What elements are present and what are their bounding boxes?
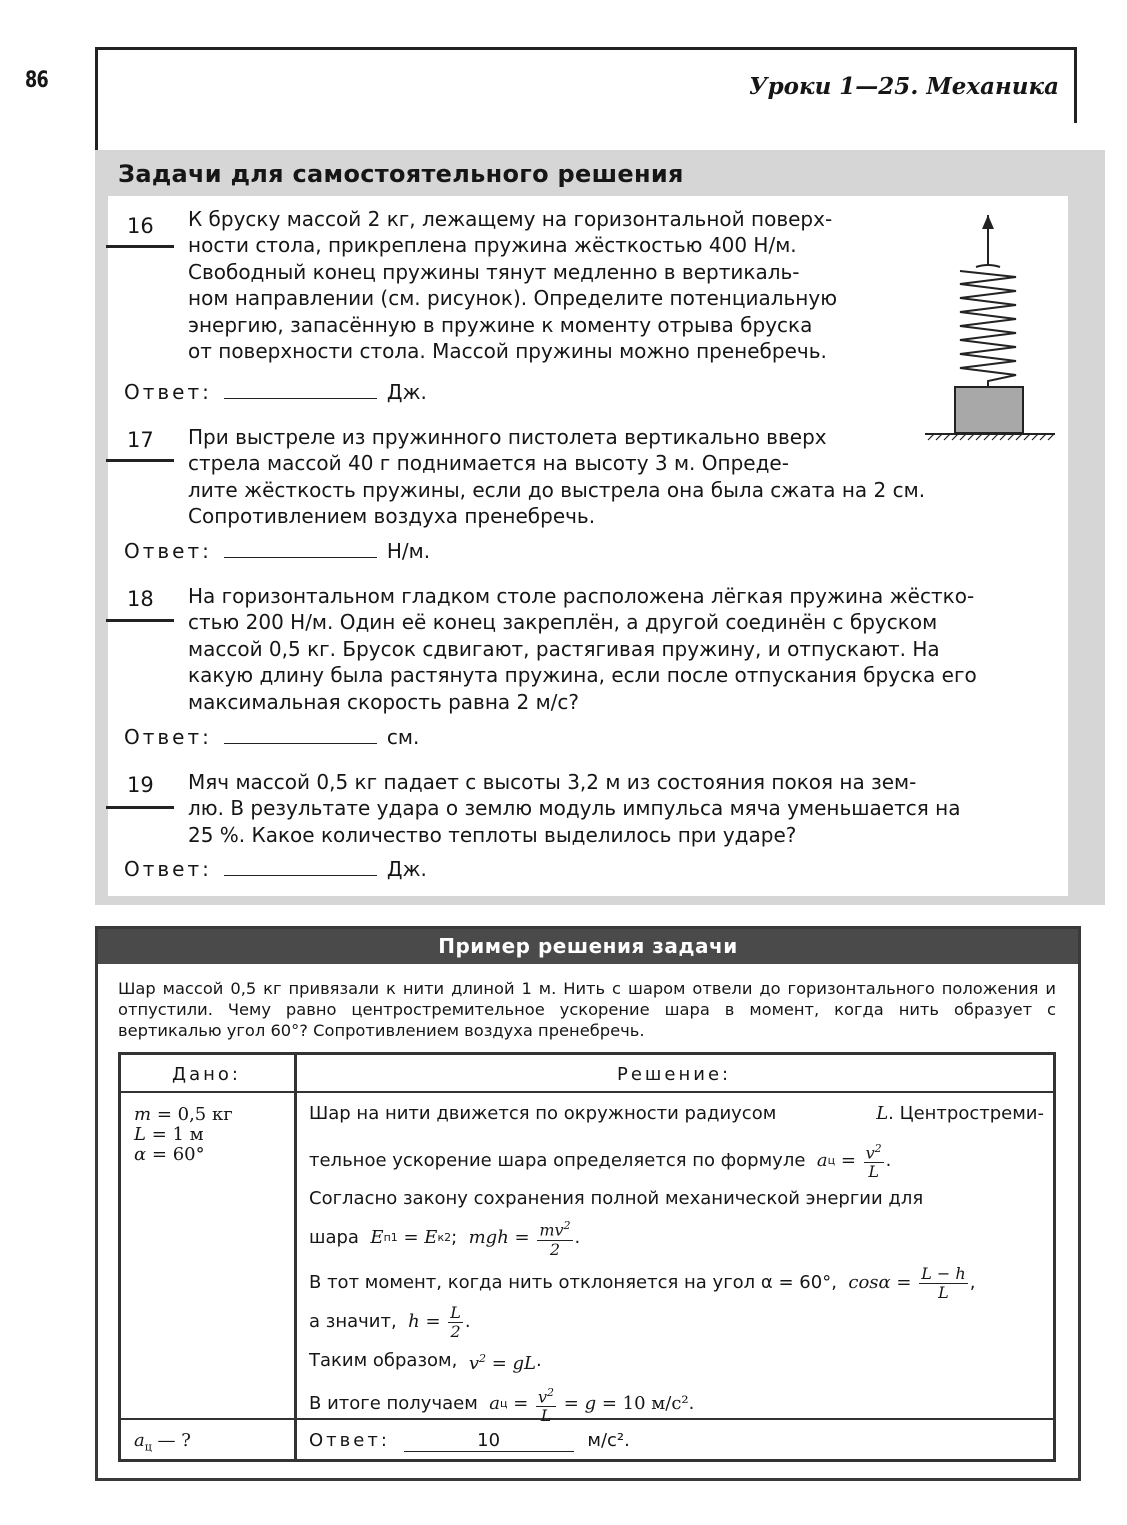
given-values: m = 0,5 кг L = 1 м α = 60° [134, 1104, 233, 1165]
page-number: 86 [25, 68, 48, 93]
given-header: Дано: [172, 1064, 241, 1085]
section-title: Задачи для самостоятельного решения [118, 160, 684, 188]
answer-blank[interactable] [224, 380, 377, 399]
answer-blank[interactable] [224, 857, 377, 876]
chapter-title: Уроки 1—25. Механика [748, 73, 1059, 100]
task-18-text: На горизонтальном гладком столе расположена лёгкая пружина жёстко- стью 200 Н/м. Один её конец закреплён, а другой соединён с бруском массой 0,5 кг. Брусок сдвигают, растягивая пружину, и отпускают. На какую длину была растянута пружина, если после отпускания бруска его максимальная скорость равна 2 м/с? [188, 584, 977, 714]
task-number-rule [106, 245, 174, 248]
answer-blank[interactable] [224, 725, 377, 744]
header-frame-edge [95, 120, 98, 150]
task-number-rule [106, 619, 174, 622]
task-number: 16 [127, 214, 154, 238]
arrow-up-icon [982, 215, 994, 229]
task-number-rule [106, 459, 174, 462]
table-column-divider [294, 1052, 297, 1462]
example-problem: Шар массой 0,5 кг привязали к нити длиной 1 м. Нить с шаром отвели до горизонтального положения и отпустили. Чему равно центростремительное ускорение шара в момент, когда нить образует с вертикалью угол 60°? Сопротивлением воздуха пренебречь. [118, 979, 1056, 1040]
spring-figure [920, 205, 1060, 445]
table-header-divider [118, 1091, 1056, 1093]
spring-top-hook [976, 265, 1000, 267]
answer-blank[interactable] [224, 539, 377, 558]
spring-coil [960, 271, 1016, 387]
find-quantity: $a_ц$ — ? [134, 1430, 191, 1454]
task-number: 19 [127, 773, 154, 797]
task-number: 17 [127, 428, 154, 452]
task-18-answer: Ответ: см. [124, 725, 420, 749]
example-header: Пример решения задачи [98, 929, 1078, 964]
task-17-answer: Ответ: Н/м. [124, 539, 431, 563]
task-19-text: Мяч массой 0,5 кг падает с высоты 3,2 м из состояния покоя на зем- лю. В результате удара о землю модуль импульса мяча уменьшается на 25 %. Какое количество теплоты выделилось при ударе? [188, 770, 961, 847]
example-answer: Ответ: 10 м/с². [309, 1430, 630, 1451]
task-16-text: К бруску массой 2 кг, лежащему на горизонтальной поверх- ности стола, прикреплена пружина жёсткостью 400 Н/м. Свободный конец пружины тянут медленно в вертикаль- ном направлении (см. рисунок). Определите потенциальную энергию, запасённую в пружине к моменту отрыва бруска от поверхности стола. Массой пружины можно пренебречь. [188, 207, 838, 364]
solution-text: Шар на нити движется по окружности радиусом L. Центростреми- тельное ускорение шара определяется по формуле a ц = $\frac{v^2}{L}$ . Согласно закону сохранения полной механической энергии для шара E п1 = E к2 ; mgh = $\frac{mv^2}{2}$ . В тот момент, когда нить отклоняется на угол α = 60°, cos α = $\frac{L - h}{L}$ , а значит, h = $\frac{L}{2}$ . Таким образом, $v^2$ = gL . В итоге получаем a ц = $\frac{v^2}{L}$ = g = 10 м/с² . [309, 1103, 1044, 1425]
task-19-answer: Ответ: Дж. [124, 857, 427, 881]
task-16-answer: Ответ: Дж. [124, 380, 427, 404]
answer-value: 10 [404, 1430, 574, 1452]
task-17-text: При выстреле из пружинного пистолета вертикально вверх стрела массой 40 г поднимается на высоту 3 м. Опреде- лите жёсткость пружины, если до выстрела она была сжата на 2 см. Сопротивлением воздуха пренебречь. [188, 425, 926, 529]
solution-header: Решение: [617, 1064, 732, 1085]
task-number: 18 [127, 587, 154, 611]
task-number-rule [106, 806, 174, 809]
